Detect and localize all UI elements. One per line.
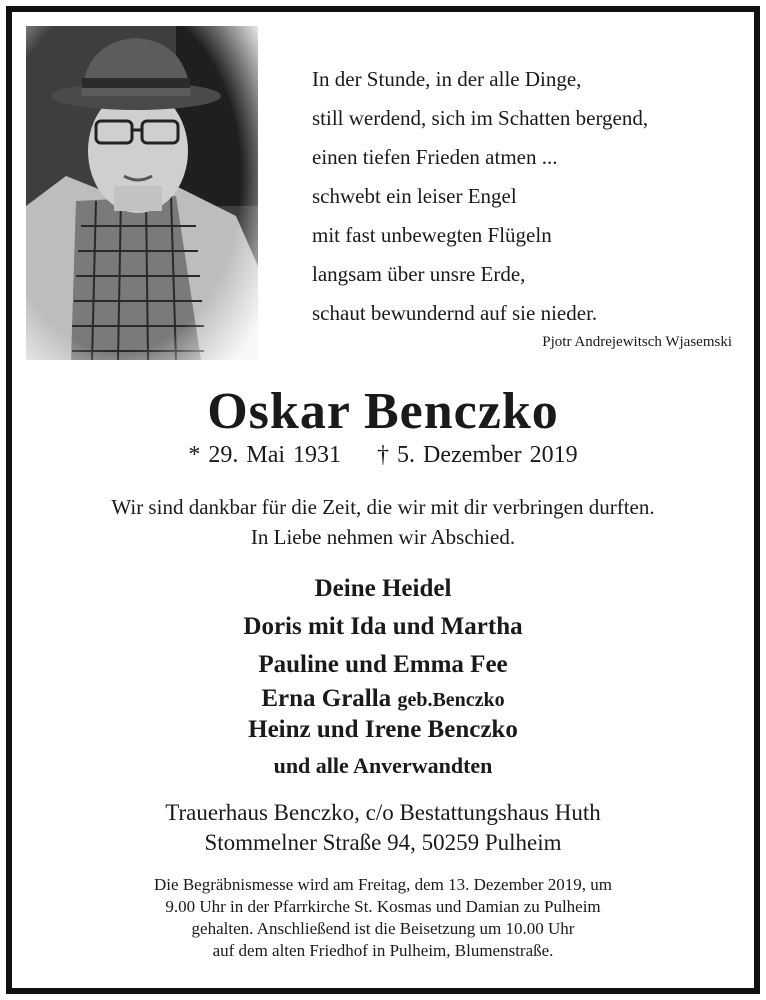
thanks-line: In Liebe nehmen wir Abschied. (250, 525, 516, 549)
poem-line: einen tiefen Frieden atmen ... (312, 145, 558, 169)
mourner-line (12, 684, 754, 715)
poem (312, 60, 752, 333)
address-line: Stommelner Straße 94, 50259 Pulheim (204, 830, 562, 855)
mourner-line: Deine Heidel (314, 575, 452, 602)
poem-line: langsam über unsre Erde, (312, 262, 526, 286)
poem-line: still werdend, sich im Schatten bergend, (312, 106, 649, 130)
mourning-house-address (12, 798, 754, 858)
mourner-line: Pauline und Emma Fee (258, 651, 508, 678)
mourner-line: Heinz und Irene Benczko (248, 716, 518, 743)
portrait-photo (26, 26, 258, 360)
notice-line: Die Begräbnismesse wird am Freitag, dem 13. Dezember 2019, um (154, 875, 612, 894)
mourner-line: und alle Anverwandten (273, 753, 493, 778)
poem-line: mit fast unbewegten Flügeln (312, 223, 552, 247)
maiden-name: geb.Benczko (397, 689, 505, 711)
notice-line: auf dem alten Friedhof in Pulheim, Blumenstraße. (212, 941, 554, 960)
mourners-list (12, 570, 754, 785)
thanks-text (12, 492, 754, 552)
deceased-name: Oskar Benczko (207, 383, 559, 440)
notice-line: 9.00 Uhr in der Pfarrkirche St. Kosmas und Damian zu Pulheim (165, 897, 601, 916)
poem-author: Pjotr Andrejewitsch Wjasemski (542, 334, 732, 350)
poem-line: In der Stunde, in der alle Dinge, (312, 67, 582, 91)
funeral-notice (12, 874, 754, 962)
poem-line: schwebt ein leiser Engel (312, 184, 517, 208)
thanks-line: Wir sind dankbar für die Zeit, die wir mit dir verbringen durften. (111, 495, 655, 519)
mourner-name: Erna Gralla (261, 685, 392, 712)
death-date: † 5. Dezember 2019 (377, 442, 578, 468)
mourner-line: Doris mit Ida und Martha (243, 613, 523, 640)
obituary-frame (6, 6, 760, 994)
notice-line: gehalten. Anschließend ist die Beisetzung um 10.00 Uhr (191, 919, 575, 938)
birth-date: * 29. Mai 1931 (188, 442, 342, 468)
portrait-icon (26, 26, 258, 360)
address-line: Trauerhaus Benczko, c/o Bestattungshaus Huth (165, 800, 601, 825)
poem-line: schaut bewundernd auf sie nieder. (312, 301, 598, 325)
life-dates (12, 442, 754, 469)
